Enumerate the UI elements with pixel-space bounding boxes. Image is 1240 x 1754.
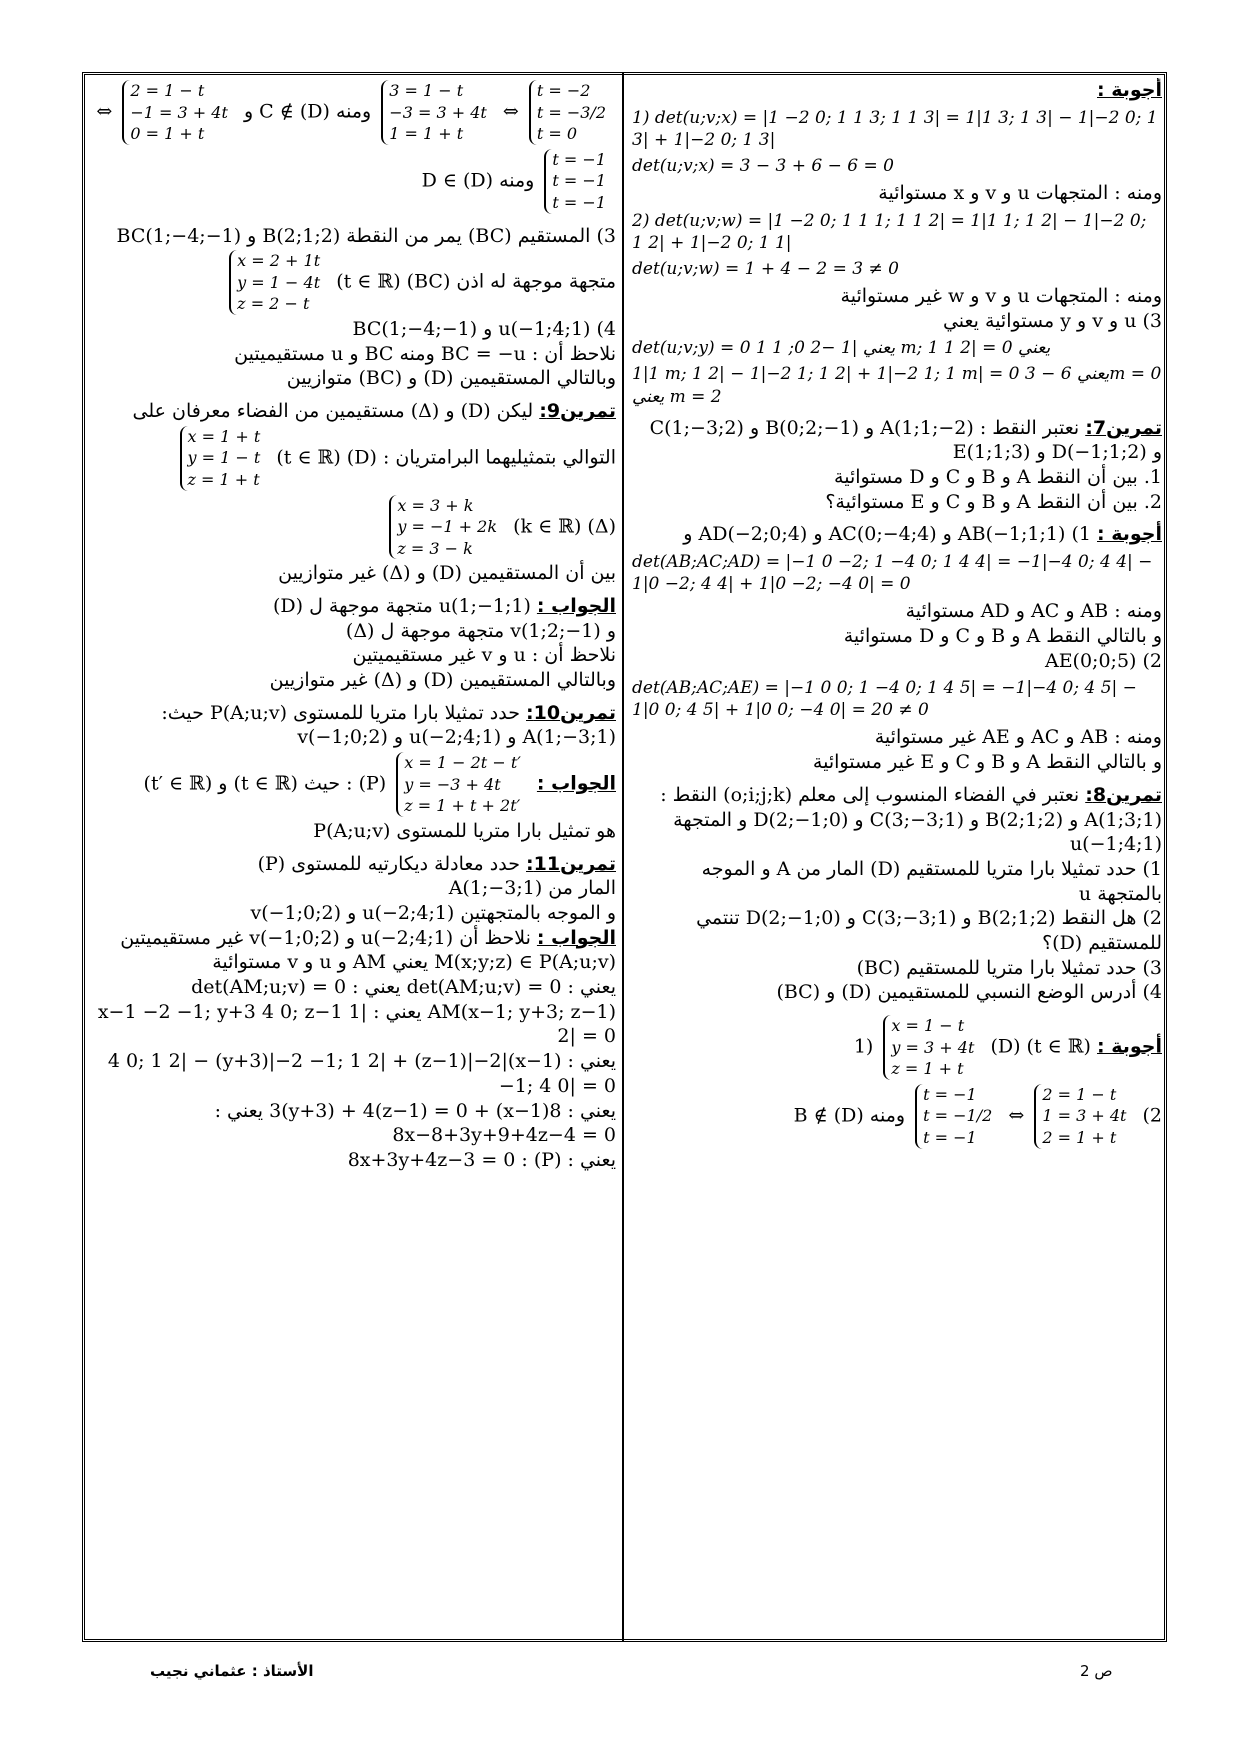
- exercise9-line1: ليكن (D) و (Δ) مستقيمين من الفضاء معرفان على: [132, 400, 534, 423]
- exercise11-l2: المار من A(1;−3;1): [448, 877, 616, 900]
- answer9-heading: الجواب :: [536, 595, 616, 618]
- answers7-c3: ومنه : AB و AC و AE غير مستوائية: [874, 726, 1162, 749]
- answer10-l2: هو تمثيل بارا متريا للمستوى P(A;u;v): [313, 819, 616, 842]
- d-check-t-system: t = −1 t = −1 t = −1: [544, 149, 612, 214]
- exercise7-q1: 1. بين أن النقط A و B و C و D مستوائية: [834, 465, 1162, 488]
- c-check-system: 3 = 1 − t −3 = 3 + 4t 1 = 1 + t: [381, 80, 493, 145]
- answers8-q2-label: 2): [1142, 1104, 1162, 1127]
- conclusion-uvx: ومنه : المتجهات u و v و x مستوائية: [878, 181, 1162, 204]
- c-check-t-system: t = −2 t = −3/2 t = 0: [529, 80, 612, 145]
- exercise7-q2: 2. بين أن النقط A و B و C و E مستوائية؟: [825, 490, 1162, 513]
- answer11-l6: يعني : 8(x−1) + 3(y+3) + 4(z−1) = 0 يعني : 8x−8+3y+9+4z−4 = 0: [214, 1099, 616, 1147]
- exercise10-l2: A(1;−3;1) و u(−2;4;1) و v(−1;0;2): [297, 726, 616, 749]
- line-d-system: x = 1 − t y = 3 + 4t z = 1 + t: [883, 1015, 980, 1080]
- det-ab-ac-ae: det(AB;AC;AE) = |−1 0 0; 1 −4 0; 1 4 5| = −1|−4 0; 4 5| − 1|0 0; 4 5| + 1|0 0; −4 0| = 20 ≠ 0: [632, 678, 1137, 721]
- exercise8-line1: نعتبر في الفضاء المنسوب إلى معلم (o;i;j;k) النقط :: [660, 783, 1080, 806]
- exercise9-d-label: (D) (t ∈ ℝ): [276, 446, 377, 469]
- answers8-d-label: (D): [990, 1035, 1021, 1058]
- answer11-l2: M(x;y;z) ∈ P(A;u;v) يعني AM و u و v مستوائية: [212, 951, 616, 974]
- m-solution: 1|1 m; 1 2| − 1|−2 1; 1 2| + 1|−2 1; 1 m| = 0 يعني 6 − 3m = 0 يعني m = 2: [632, 364, 1162, 407]
- exercise8-q2: 2) هل النقط B(2;1;2) و C(3;−3;1) و D(2;−1;0) تنتمي للمستقيم (D)؟: [696, 907, 1162, 954]
- answer11-l3: يعني : det(AM;u;v) = 0 يعني : det(AM;u;v) = 0: [191, 976, 616, 999]
- answers8-heading: أجوبة :: [1097, 1035, 1162, 1058]
- q4-line2: نلاحظ أن : BC = −u ومنه BC و u مستقيميتين: [234, 342, 616, 365]
- exercise10-l1: حدد تمثيلا بارا متريا للمستوى P(A;u;v) حيث:: [161, 701, 520, 724]
- answer11-l5: يعني : (x−1)|4 0; 1 2| − (y+3)|−2 −1; 1 2| + (z−1)|−2 −1; 4 0| = 0: [107, 1050, 616, 1097]
- det-uvx: 1) det(u;v;x) = |1 −2 0; 1 1 3; 1 1 3| = 1|1 3; 1 3| − 1|−2 0; 1 3| + 1|−2 0; 1 3|: [632, 107, 1158, 150]
- det-uvw-value: det(u;v;w) = 1 + 4 − 2 = 3 ≠ 0: [632, 258, 899, 279]
- exercise7-line1: نعتبر النقط : A(1;1;−2) و B(0;2;−1) و C(1;−3;2): [649, 416, 1080, 439]
- conclusion-uvw: ومنه : المتجهات u و v و w غير مستوائية: [840, 284, 1162, 307]
- q3-statement: 3) u و v و y مستوائية يعني: [942, 309, 1162, 332]
- b-check-t-system: t = −1 t = −1/2 t = −1: [915, 1084, 998, 1149]
- d-conclusion: ومنه D ∈ (D): [421, 169, 535, 192]
- exercise7-heading: تمرين7:: [1085, 416, 1162, 439]
- bc-param: (BC) (t ∈ ℝ): [336, 270, 451, 293]
- right-column: أجوبة : 1) det(u;v;x) = |1 −2 0; 1 1 3; 1 1 3| = 1|1 3; 1 3| − 1|−2 0; 1 3| + 1|−2 0; 1 3| det(u;v;x) = 3 − 3 + 6 − 6 = 0 ومنه : المتجهات u و v و x مستوائية 2) det(u;v;w) = |1 −2 0; 1 1 1; 1 1 2| = 1|1 1; 1 2| − 1|−2 0; 1 2| + 1|−2 0; 1 1| det(u;v;w) = 1 + 4 − 2 = 3 ≠ 0 ومنه : المتجهات u و v و w غير مستوائية 3) u و v و y مستوائية يعني det(u;v;y) = 0 يعني |1 −2 0; 1 1 m; 1 1 2| = 0 يعني 1|1 m; 1 2| − 1|−2 1; 1 2| + 1|−2 1; 1 m| = 0 يعني 6 − 3m = 0 يعني m = 2 تمرين7: نعتبر النقط : A(1;1;−2) و B(0;2;−1) و C(1;−3;2) و D(−1;1;2) و E(1;1;3) 1. بين أن النقط A و B و C و D مستوائية 2. بين أن النقط A و B و C و E مستوائية؟ أجوبة : 1) AB(−1;1;1) و AC(0;−4;4) و AD(−2;0;4) و det(AB;AC;AD) = |−1 0 −2; 1 −4 0; 1 4 4| = −1|−4 0; 4 4| − 1|0 −2; 4 4| + 1|0 −2; −4 0| = 0 ومنه : AB و AC و AD مستوائية و بالتالي النقط A و B و C و D مستوائية 2) AE(0;0;5) det(AB;AC;AE) = |−1 0 0; 1 −4 0; 1 4 5| = −1|−4 0; 4 5| − 1|0 0; 4 5| + 1|0 0; −4 0| = 20 ≠ 0 ومنه : AB و AC و AE غير مستوائية و بالتالي النقط A و B و C و E غير مستوائية تمرين8: نعتبر في الفضاء المنسوب إلى معلم (o;i;j;k) النقط : A(1;3;1) و B(2;1;2) و C(3;−3;1) و D(2;−1;0) و المتجهة u(−1;4;1) 1) حدد تمثيلا بارا متريا للمستقيم (D) المار من A و الموجه بالمتجهة u 2) هل النقط B(2;1;2) و C(3;−3;1) و D(2;−1;0) تنتمي للمستقيم (D)؟ 3) حدد تمثيلا بارا متريا للمستقيم (BC) 4) أدرس الوضع النسبي للمستقيمين (D) و (BC) أجوبة : (t ∈ ℝ) 1) x = 1 − t y = 3 + 4t z = 1 + t (D) 2) 2 = 1 − t 1 = 3 + 4t 2 = 1 + t ⇔ t = −1 t = −1/2 t = −1 ومنه B ∉ (D): [632, 79, 1162, 1147]
- d-check-system: 2 = 1 − t −1 = 3 + 4t 0 = 1 + t: [122, 80, 234, 145]
- answers7-ae: 2) AE(0;0;5): [1044, 649, 1162, 672]
- answer11-l4: AM(x−1; y+3; z−1) يعني : |x−1 −2 −1; y+3 4 0; z−1 1 2| = 0: [97, 1000, 616, 1048]
- exercise8-q3: 3) حدد تمثيلا بارا متريا للمستقيم (BC): [856, 956, 1162, 979]
- answers6-heading: أجوبة :: [1097, 79, 1162, 101]
- answers7-c2: و بالتالي النقط A و B و C و D مستوائية: [843, 624, 1162, 647]
- q4-line3: وبالتالي المستقيمين (D) و (BC) متوازيين: [286, 367, 616, 390]
- exercise7-line2: و D(−1;1;2) و E(1;1;3): [952, 441, 1162, 464]
- exercise9-line2: التوالي بتمثيليهما البرامتريان :: [382, 446, 616, 469]
- exercise10-heading: تمرين10:: [526, 701, 616, 724]
- exercise8-line3: u(−1;4;1): [1069, 833, 1162, 856]
- answers8-b-conclusion: ومنه B ∉ (D): [793, 1104, 906, 1127]
- exercise9-d-system: x = 1 + t y = 1 − t z = 1 + t: [180, 426, 267, 491]
- footer-author: الأستاذ : عثماني نجيب: [150, 1662, 314, 1680]
- exercise9-delta-label: (Δ) (k ∈ ℝ): [513, 514, 616, 537]
- answer11-l1: نلاحظ أن u(−2;4;1) و v(−1;0;2) غير مستقيميتين: [120, 926, 531, 949]
- answers7-heading: أجوبة :: [1097, 523, 1162, 546]
- answer9-l2: و v(1;2;−1) متجهة موجهة ل (Δ): [345, 619, 616, 642]
- left-column: t = −2 t = −3/2 t = 0 ⇔ 3 = 1 − t −3 = 3 + 4t 1 = 1 + t ومنه C ∉ (D) و 2 = 1 − t −1 = 3 + 4t 0 = 1 + t ⇔ t = −1 t = −1 t = −1 ومنه D ∈ (D) 3) المستقيم (BC) يمر من النقطة B(2;1;2) و BC(1;−4;−1) متجهة موجهة له اذن (BC) (t ∈ ℝ) x = 2 + 1t y = 1 − 4t z = 2 − t 4) u(−1;4;1) و BC(1;−4;−1) نلاحظ أن : BC = −u ومنه BC و u مستقيميتين وبالتالي المستقيمين (D) و (BC) متوازيين تمرين9: ليكن (D) و (Δ) مستقيمين من الفضاء معرفان على التوالي بتمثيليهما البرامتريان : (D) (t ∈ ℝ) x = 1 + t y = 1 − t z = 1 + t (Δ) (k ∈ ℝ) x = 3 + k y = −1 + 2k z = 3 − k بين أن المستقيمين (D) و (Δ) غير متوازيين الجواب : u(1;−1;1) متجهة موجهة ل (D) و v(1;2;−1) متجهة موجهة ل (Δ) نلاحظ أن : u و v غير مستقيميتين وبالتالي المستقيمين (D) و (Δ) غير متوازيين تمرين10: حدد تمثيلا بارا متريا للمستوى P(A;u;v) حيث: A(1;−3;1) و u(−2;4;1) و v(−1;0;2) الجواب : x = 1 − 2t − t′ y = −3 + 4t z = 1 + t + 2t′ (P) : حيث (t ∈ ℝ) و (t′ ∈ ℝ) هو تمثيل بارا متريا للمستوى P(A;u;v) تمرين11: حدد معادلة ديكارتيه للمستوى (P) المار من A(1;−3;1) و الموجه بالمتجهتين u(−2;4;1) و v(−1;0;2) الجواب : نلاحظ أن u(−2;4;1) و v(−1;0;2) غير مستقيميتين M(x;y;z) ∈ P(A;u;v) يعني AM و u و v مستوائية يعني : det(AM;u;v) = 0 يعني : det(AM;u;v) = 0 AM(x−1; y+3; z−1) يعني : |x−1 −2 −1; y+3 4 0; z−1 1 2| = 0 يعني : (x−1)|4 0; 1 2| − (y+3)|−2 −1; 1 2| + (z−1)|−2 −1; 4 0| = 0 يعني : 8(x−1) + 3(y+3) + 4(z−1) = 0 يعني : 8x−8+3y+9+4z−4 = 0 يعني : (P) : 8x+3y+4z−3 = 0: [88, 78, 616, 1633]
- answers8-param: (t ∈ ℝ) 1): [853, 1035, 1091, 1058]
- det-uvx-value: det(u;v;x) = 3 − 3 + 6 − 6 = 0: [632, 155, 894, 176]
- b-check-system: 2 = 1 − t 1 = 3 + 4t 2 = 1 + t: [1034, 1084, 1132, 1149]
- exercise11-heading: تمرين11:: [526, 852, 616, 875]
- answer9-l4: وبالتالي المستقيمين (D) و (Δ) غير متوازيين: [269, 669, 616, 692]
- bc-system: x = 2 + 1t y = 1 − 4t z = 2 − t: [229, 250, 326, 315]
- answer11-heading: الجواب :: [536, 926, 616, 949]
- q3-line: 3) المستقيم (BC) يمر من النقطة B(2;1;2) و BC(1;−4;−1): [116, 224, 616, 247]
- q4-line: 4) u(−1;4;1) و BC(1;−4;−1): [352, 318, 616, 341]
- footer-page-number: ص 2: [1080, 1662, 1113, 1680]
- exercise8-line2: A(1;3;1) و B(2;1;2) و C(3;−3;1) و D(2;−1;0) و المتجهة: [673, 808, 1162, 831]
- column-divider: [622, 72, 624, 1642]
- answers7-c1: ومنه : AB و AC و AD مستوائية: [905, 600, 1162, 623]
- exercise8-q1: 1) حدد تمثيلا بارا متريا للمستقيم (D) المار من A و الموجه بالمتجهة u: [701, 857, 1162, 905]
- exercise9-heading: تمرين9:: [539, 400, 616, 423]
- answer9-l1: u(1;−1;1) متجهة موجهة ل (D): [272, 595, 531, 618]
- exercise8-q4: 4) أدرس الوضع النسبي للمستقيمين (D) و (BC): [776, 981, 1162, 1004]
- plane-param-system: x = 1 − 2t − t′ y = −3 + 4t z = 1 + t + 2t′: [396, 752, 527, 817]
- answer10-label: (P) : حيث (t ∈ ℝ) و (t′ ∈ ℝ): [143, 772, 387, 795]
- c-conclusion: ومنه C ∉ (D) و: [243, 100, 372, 123]
- exercise11-l3: و الموجه بالمتجهتين u(−2;4;1) و v(−1;0;2): [250, 902, 616, 924]
- answer10-heading: الجواب :: [536, 772, 616, 795]
- answer11-l7: يعني : (P) : 8x+3y+4z−3 = 0: [347, 1148, 616, 1171]
- det-uvw: 2) det(u;v;w) = |1 −2 0; 1 1 1; 1 1 2| = 1|1 1; 1 2| − 1|−2 0; 1 2| + 1|−2 0; 1 1|: [632, 210, 1147, 253]
- exercise9-delta-system: x = 3 + k y = −1 + 2k z = 3 − k: [389, 495, 503, 560]
- det-ab-ac-ad: det(AB;AC;AD) = |−1 0 −2; 1 −4 0; 1 4 4| = −1|−4 0; 4 4| − 1|0 −2; 4 4| + 1|0 −2; −4 0| = 0: [632, 552, 1153, 595]
- exercise9-question: بين أن المستقيمين (D) و (Δ) غير متوازيين: [278, 562, 616, 585]
- det-uvy: det(u;v;y) = 0 يعني |1 −2 0; 1 1 m; 1 1 2| = 0 يعني: [632, 338, 1051, 359]
- exercise8-heading: تمرين8:: [1085, 783, 1162, 806]
- q3-line2: متجهة موجهة له اذن: [456, 270, 616, 293]
- exercise11-l1: حدد معادلة ديكارتيه للمستوى (P): [257, 852, 520, 875]
- answers7-c4: و بالتالي النقط A و B و C و E غير مستوائية: [812, 751, 1162, 774]
- answers7-vectors: 1) AB(−1;1;1) و AC(0;−4;4) و AD(−2;0;4) و: [683, 523, 1091, 546]
- answer9-l3: نلاحظ أن : u و v غير مستقيميتين: [352, 644, 616, 667]
